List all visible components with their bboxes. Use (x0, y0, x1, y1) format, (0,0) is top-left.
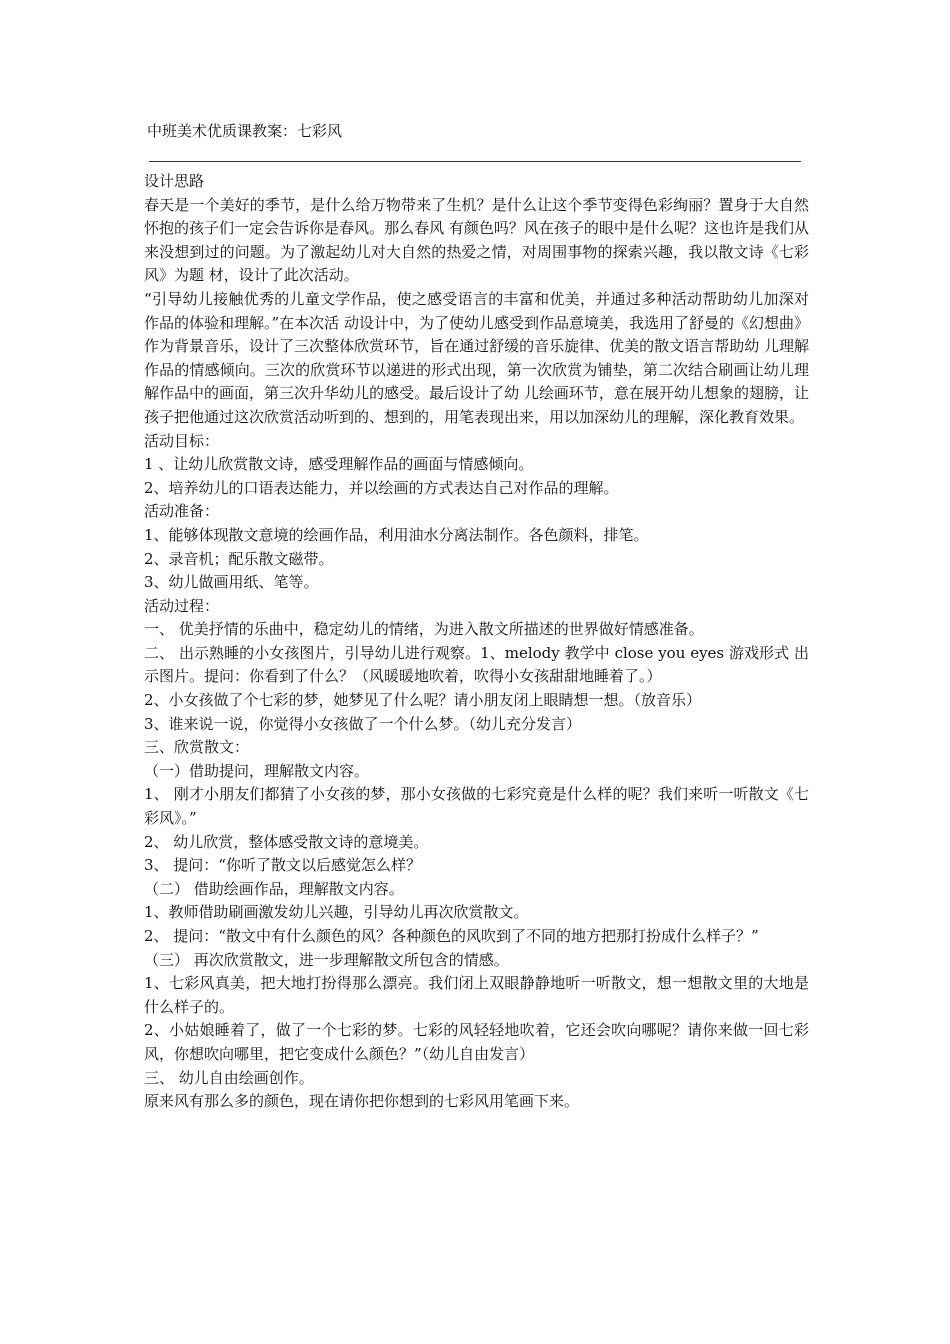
section-heading: 活动准备： (144, 502, 220, 521)
list-item: 1、能够体现散文意境的绘画作品，利用油水分离法制作。各色颜料，排笔。 (144, 525, 649, 544)
subsection-heading: （三） 再次欣赏散文，进一步理解散文所包含的情感。 (144, 950, 509, 969)
section-heading: 设计思路 (144, 172, 205, 190)
subsection-heading: （一）借助提问，理解散文内容。 (144, 761, 370, 780)
list-item: 二、 出示熟睡的小女孩图片，引导幼儿进行观察。1、melody 教学中 close you eyes 游戏形式 出示图片。提问：你看到了什么？（风暖暖地吹着，吹得小女孩甜甜地睡着了。） (144, 643, 809, 686)
section-heading: 活动过程： (144, 596, 220, 615)
paragraph: 原来风有那么多的颜色，现在请你把你想到的七彩风用笔画下来。 (144, 1092, 580, 1111)
list-item: 3、谁来说一说，你觉得小女孩做了一个什么梦。（幼儿充分发言） (144, 714, 582, 733)
section-heading: 活动目标： (144, 431, 220, 450)
list-item: 3、幼儿做画用纸、笔等。 (144, 573, 319, 592)
list-item: 2、 幼儿欣赏，整体感受散文诗的意境美。 (144, 832, 429, 851)
list-item: 1 、让幼儿欣赏散文诗，感受理解作品的画面与情感倾向。 (144, 455, 534, 474)
list-item: 2、小女孩做了个七彩的梦，她梦见了什么呢？请小朋友闭上眼睛想一想。（放音乐） (144, 691, 702, 710)
list-item: 1、 刚才小朋友们都猜了小女孩的梦，那小女孩做的七彩究竟是什么样的呢？我们来听一听散文《七彩风》。” (144, 785, 809, 828)
document-body (144, 170, 809, 1114)
list-item: 1、教师借助刷画激发幼儿兴趣，引导幼儿再次欣赏散文。 (144, 903, 529, 922)
list-item: 一、 优美抒情的乐曲中，稳定幼儿的情绪，为进入散文所描述的世界做好情感准备。 (144, 620, 704, 639)
list-item: 2、小姑娘睡着了，做了一个七彩的梦。七彩的风轻轻地吹着，它还会吹向哪呢？请你来做一回七彩风，你想吹向哪里，把它变成什么颜色？”（幼儿自由发言） (144, 1021, 809, 1063)
section-heading: 三、 幼儿自由绘画创作。 (144, 1068, 314, 1087)
list-item: 1、七彩风真美，把大地打扮得那么漂亮。我们闭上双眼静静地听一听散文，想一想散文里的大地是什么样子的。 (144, 974, 809, 1016)
list-item: 2、录音机；配乐散文磁带。 (144, 549, 334, 568)
title-divider (149, 161, 801, 162)
section-heading: 三、欣赏散文： (144, 738, 250, 757)
document-title: 中班美术优质课教案：七彩风 (147, 122, 343, 140)
list-item: 2、 提问：“散文中有什么颜色的风？各种颜色的风吹到了不同的地方把那打扮成什么样子？” (144, 927, 759, 945)
paragraph: 春天是一个美好的季节，是什么给万物带来了生机？是什么让这个季节变得色彩绚丽？置身于大自然怀抱的孩子们一定会告诉你是春风。那么春风 有颜色吗？风在孩子的眼中是什么呢？这也许是我们从来没想到过的问题。为了激起幼儿对大自然的热爱之情，对周围事物的探索兴趣，我以散文诗《七彩风》为题 材，设计了此次活动。 (144, 195, 809, 285)
paragraph: “引导幼儿接触优秀的儿童文学作品，使之感受语言的丰富和优美，并通过多种活动帮助幼儿加深对作品的体验和理解。”在本次活 动设计中，为了使幼儿感受到作品意境美，我选用了舒曼的《幻想曲》作为背景音乐，设计了三次整体欣赏环节，旨在通过舒缓的音乐旋律、优美的散文语言帮助幼 儿理解作品的情感倾向。三次的欣赏环节以递进的形式出现，第一次欣赏为铺垫，第二次结合刷画让幼儿理解作品中的画面，第三次升华幼儿的感受。最后设计了幼 儿绘画环节，意在展开幼儿想象的翅膀，让孩子把他通过这次欣赏活动听到的、想到的，用笔表现出来，用以加深幼儿的理解，深化教育效果。 (144, 289, 809, 426)
list-item: 3、 提问：“你听了散文以后感觉怎么样？ (144, 856, 421, 875)
subsection-heading: （二） 借助绘画作品，理解散文内容。 (144, 879, 404, 898)
list-item: 2、培养幼儿的口语表达能力，并以绘画的方式表达自己对作品的理解。 (144, 478, 619, 497)
